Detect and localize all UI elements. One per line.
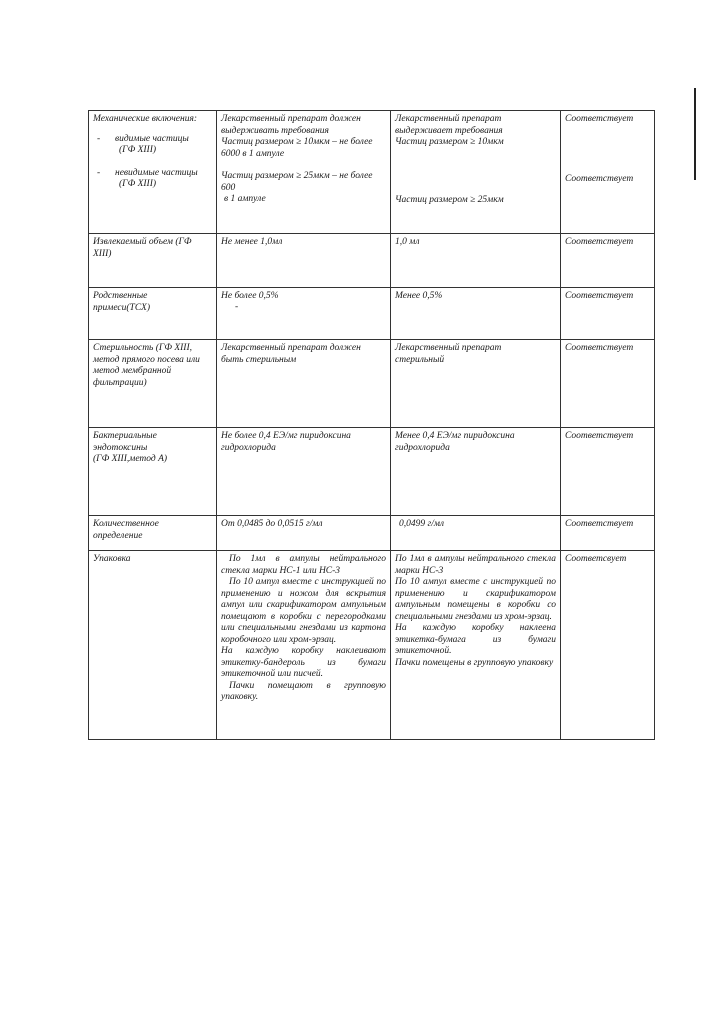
indicator-text: XIII)	[93, 248, 112, 259]
result-text: Менее 0,5%	[395, 291, 443, 301]
norm-text: Лекарственный препарат должен	[221, 343, 361, 353]
norm-text: 600	[221, 182, 236, 193]
compliance-text: Соответствует	[565, 343, 634, 353]
visible-particles-ref: (ГФ XIII)	[119, 145, 157, 155]
indicator-cell	[89, 551, 217, 740]
norm-text: выдерживать требования	[221, 125, 329, 136]
indicator-text: Упаковка	[93, 554, 131, 564]
indicator-text: эндотоксины	[93, 442, 148, 453]
norm-paragraph: На каждую коробку наклеивают этикетку-бандероль из бумаги этикеточной или писчей.	[221, 646, 386, 679]
norm-text: Частиц размером ≥ 25мкм – не более	[221, 171, 373, 181]
result-cell	[391, 516, 561, 551]
page-edge-mark	[694, 88, 696, 180]
result-cell	[391, 428, 561, 516]
specification-table	[88, 110, 655, 740]
table-row-sterility	[89, 340, 655, 428]
result-paragraph: Пачки помещены в групповую упаковку	[395, 657, 554, 668]
indicator-text: Бактериальные	[93, 431, 157, 441]
result-text: Лекарственный препарат	[395, 343, 502, 353]
invisible-particles-item	[93, 168, 212, 191]
compliance-text: Соответствует	[565, 519, 634, 529]
compliance-cell	[561, 428, 655, 516]
result-text: 0,0499 г/мл	[399, 519, 445, 529]
result-paragraph: По 10 ампул вместе с инструкцией по применению и скарификатором ампульным помещены в коробки со специальными гнездами из хром-эрзац.	[395, 577, 556, 622]
norm-paragraph: Пачки помещают в групповую упаковку.	[221, 680, 386, 702]
norm-text: Не менее 1,0мл	[221, 237, 283, 247]
indicator-text: Стерильность (ГФ XIII,	[93, 343, 193, 353]
invisible-particles-ref: (ГФ XIII)	[119, 179, 157, 189]
compliance-cell	[561, 340, 655, 428]
norm-text: От 0,0485 до 0,0515 г/мл	[221, 519, 323, 529]
table-row-packaging	[89, 551, 655, 740]
compliance-text: Соответсвует	[565, 554, 627, 564]
table-row-quantitative-determination	[89, 516, 655, 551]
visible-particles-label: видимые частицы	[115, 133, 189, 144]
indicator-text: Количественное	[93, 519, 159, 529]
result-paragraph: По 1мл в ампулы нейтрального стекла марки НС-3	[395, 554, 556, 576]
norm-cell	[217, 516, 391, 551]
indicator-text: Родственные	[93, 291, 148, 301]
result-cell	[391, 551, 561, 740]
result-text: гидрохлорида	[395, 442, 450, 453]
result-text: Частиц размером ≥ 10мкм	[395, 137, 504, 147]
norm-cell	[217, 551, 391, 740]
norm-text: Частиц размером ≥ 10мкм – не более	[221, 137, 373, 147]
compliance-cell	[561, 111, 655, 234]
stray-mark: -	[235, 301, 239, 312]
table-row-extractable-volume	[89, 234, 655, 288]
result-paragraph: На каждую коробку наклеена этикетка-бумага из бумаги этикеточной.	[395, 623, 556, 656]
indicator-text: метод мембранной	[93, 366, 172, 376]
norm-text: Не более 0,4 ЕЭ/мг пиридоксина	[221, 431, 351, 441]
indicator-cell	[89, 234, 217, 288]
indicator-title: Механические включения:	[93, 114, 198, 124]
result-text: Частиц размером ≥ 25мкм	[395, 194, 504, 205]
table-row-mechanical-inclusions	[89, 111, 655, 234]
result-text: выдерживает требования	[395, 125, 503, 136]
indicator-cell	[89, 428, 217, 516]
visible-particles-item	[93, 134, 212, 157]
result-cell	[391, 288, 561, 340]
list-dash: -	[97, 167, 101, 178]
result-text: Менее 0,4 ЕЭ/мг пиридоксина	[395, 431, 515, 441]
result-cell	[391, 111, 561, 234]
table-row-bacterial-endotoxins	[89, 428, 655, 516]
indicator-text: примеси(ТСХ)	[93, 302, 150, 313]
indicator-cell	[89, 288, 217, 340]
norm-text: Не более 0,5%	[221, 291, 279, 301]
result-cell	[391, 234, 561, 288]
result-text: стерильный	[395, 354, 445, 365]
indicator-text: метод прямого посева или	[93, 354, 200, 365]
compliance-text: Соответствует	[565, 173, 634, 184]
compliance-cell	[561, 551, 655, 740]
compliance-cell	[561, 288, 655, 340]
compliance-cell	[561, 234, 655, 288]
indicator-cell	[89, 111, 217, 234]
indicator-text: фильтрации)	[93, 377, 147, 388]
norm-cell	[217, 428, 391, 516]
indicator-cell	[89, 516, 217, 551]
compliance-text: Соответствует	[565, 291, 634, 301]
compliance-text: Соответствует	[565, 237, 634, 247]
norm-text: 6000 в 1 ампуле	[221, 148, 285, 159]
norm-cell	[217, 111, 391, 234]
norm-text: в 1 ампуле	[224, 194, 266, 204]
result-cell	[391, 340, 561, 428]
norm-paragraph: По 1мл в ампулы нейтрального стекла марки НС-1 или НС-3	[221, 554, 386, 576]
list-dash: -	[97, 133, 101, 144]
indicator-text: (ГФ XIII,метод А)	[93, 454, 168, 464]
norm-paragraph: По 10 ампул вместе с инструкцией по применению и ножом для вскрытия ампул или скарификатором ампульным помещают в коробки с перегородками или специальными гнездами из картона коробочного или хром-эрзац.	[221, 577, 386, 645]
indicator-cell	[89, 340, 217, 428]
table-row-related-impurities	[89, 288, 655, 340]
indicator-text: Извлекаемый объем (ГФ	[93, 237, 192, 247]
indicator-text: определение	[93, 530, 143, 541]
norm-text: Лекарственный препарат должен	[221, 114, 361, 124]
norm-cell	[217, 288, 391, 340]
result-text: 1,0 мл	[395, 237, 420, 247]
result-text: Лекарственный препарат	[395, 114, 502, 124]
invisible-particles-label: невидимые частицы	[115, 167, 198, 178]
norm-text: быть стерильным	[221, 354, 297, 365]
norm-text: гидрохлорида	[221, 442, 276, 453]
norm-cell	[217, 340, 391, 428]
compliance-cell	[561, 516, 655, 551]
norm-cell	[217, 234, 391, 288]
compliance-text: Соответствует	[565, 114, 634, 124]
compliance-text: Соответствует	[565, 431, 634, 441]
